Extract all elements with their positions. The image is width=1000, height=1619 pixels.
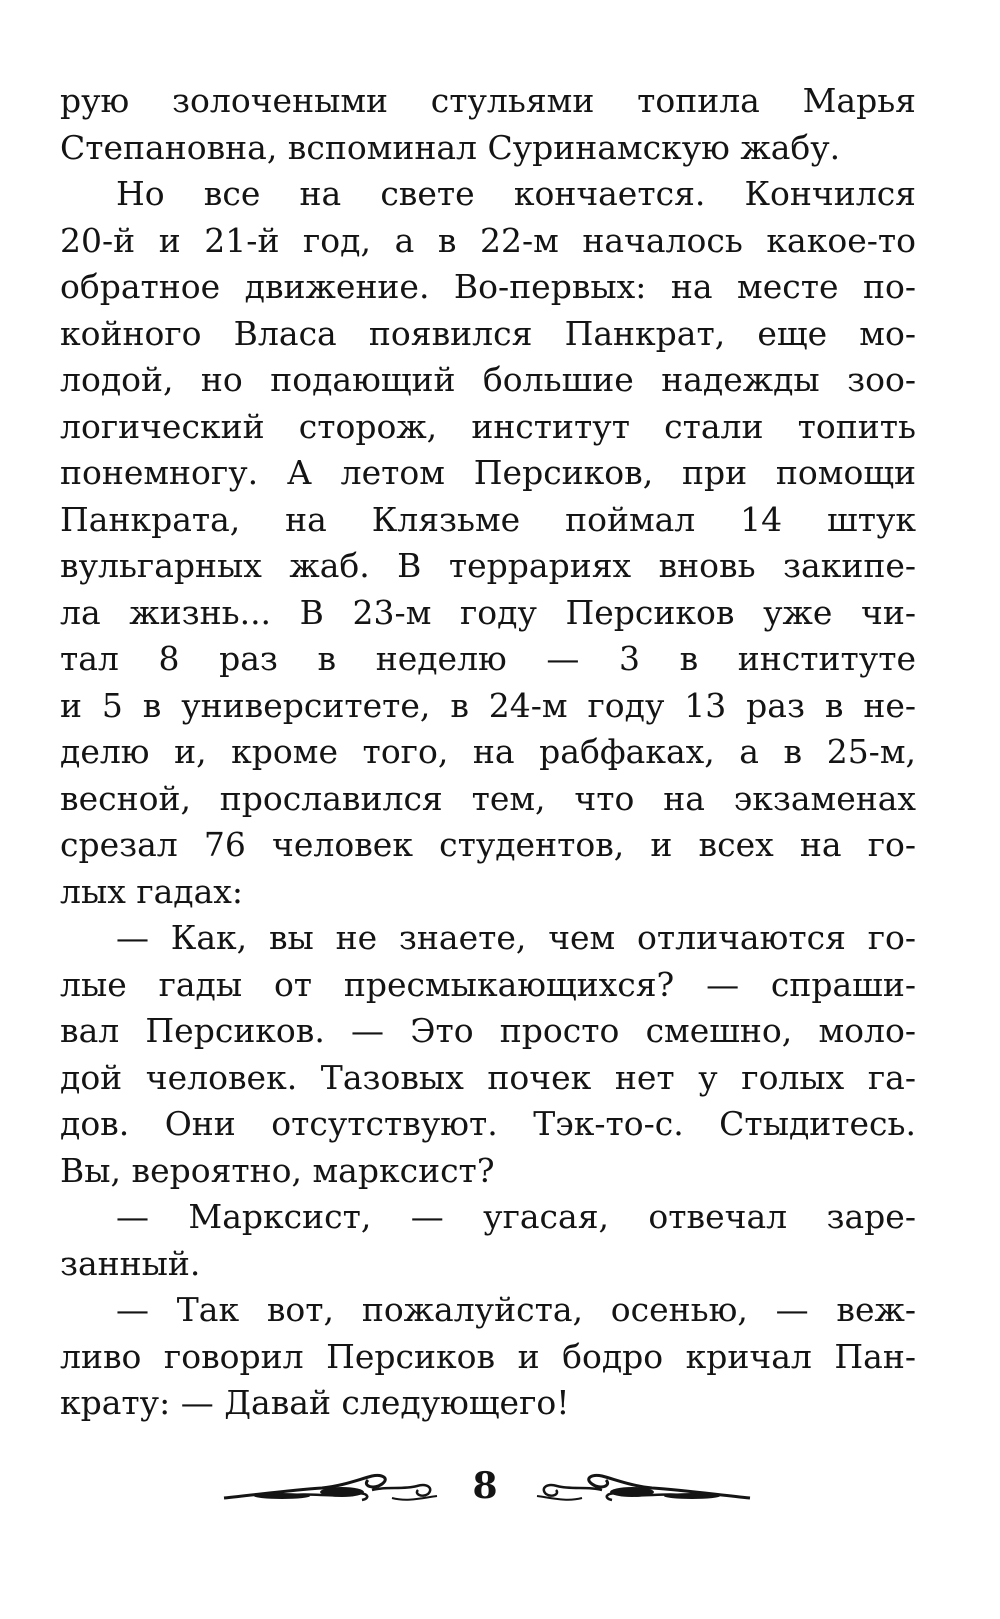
text-line: логический сторож, институт стали топить: [60, 406, 916, 446]
text-line: 20-й и 21-й год, а в 22-м началось какое-то: [60, 220, 916, 260]
text-line: весной, прославился тем, что на экзаменах: [60, 778, 916, 818]
text-line: вал Персиков. — Это просто смешно, моло-: [60, 1011, 916, 1050]
page-footer: [0, 1462, 1000, 1522]
text-line: тал 8 раз в неделю — 3 в институте: [60, 639, 916, 678]
text-line: крату: — Давай следующего!: [60, 1383, 570, 1422]
text-line: койного Власа появился Панкрат, еще мо-: [60, 313, 916, 353]
text-line: ла жизнь... В 23-м году Персиков уже чи-: [60, 592, 916, 632]
text-line: понемногу. А летом Персиков, при помощи: [60, 453, 916, 492]
text-line: дов. Они отсутствуют. Тэк-то-с. Стыдитесь.: [60, 1104, 916, 1143]
text-line: Панкрата, на Клязьме поймал 14 штук: [60, 499, 916, 539]
text-line: дой человек. Тазовых почек нет у голых га-: [60, 1057, 916, 1097]
text-line: ливо говорил Персиков и бодро кричал Пан-: [60, 1336, 916, 1376]
text-line: делю и, кроме того, на рабфаках, а в 25-м,: [60, 732, 916, 771]
text-line: Степановна, вспоминал Суринамскую жабу.: [60, 127, 841, 167]
text-line: и 5 в университете, в 24-м году 13 раз в не-: [60, 685, 916, 725]
text-line: — Как, вы не знаете, чем отличаются го-: [116, 918, 916, 957]
page-number: 8: [472, 1465, 498, 1507]
body-text: [60, 78, 916, 1427]
text-line: обратное движение. Во-первых: на месте по-: [60, 267, 916, 306]
text-line: — Так вот, пожалуйста, осенью, — веж-: [116, 1290, 916, 1329]
text-line: Вы, вероятно, марксист?: [60, 1150, 495, 1190]
text-line: рую золочеными стульями топила Марья: [60, 81, 916, 120]
text-line: срезал 76 человек студентов, и всех на го-: [60, 825, 916, 864]
text-line: лые гады от пресмыкающихся? — спраши-: [60, 964, 916, 1004]
flourish-icon: [222, 1468, 452, 1508]
text-line: — Марксист, — угасая, отвечал заре-: [116, 1197, 916, 1236]
flourish-icon: [522, 1468, 752, 1508]
text-line: лодой, но подающий большие надежды зоо-: [60, 360, 916, 399]
text-line: Но все на свете кончается. Кончился: [116, 174, 916, 213]
text-line: занный.: [60, 1243, 201, 1283]
text-line: лых гадах:: [60, 871, 244, 911]
text-line: вульгарных жаб. В террариях вновь закипе-: [60, 546, 916, 585]
